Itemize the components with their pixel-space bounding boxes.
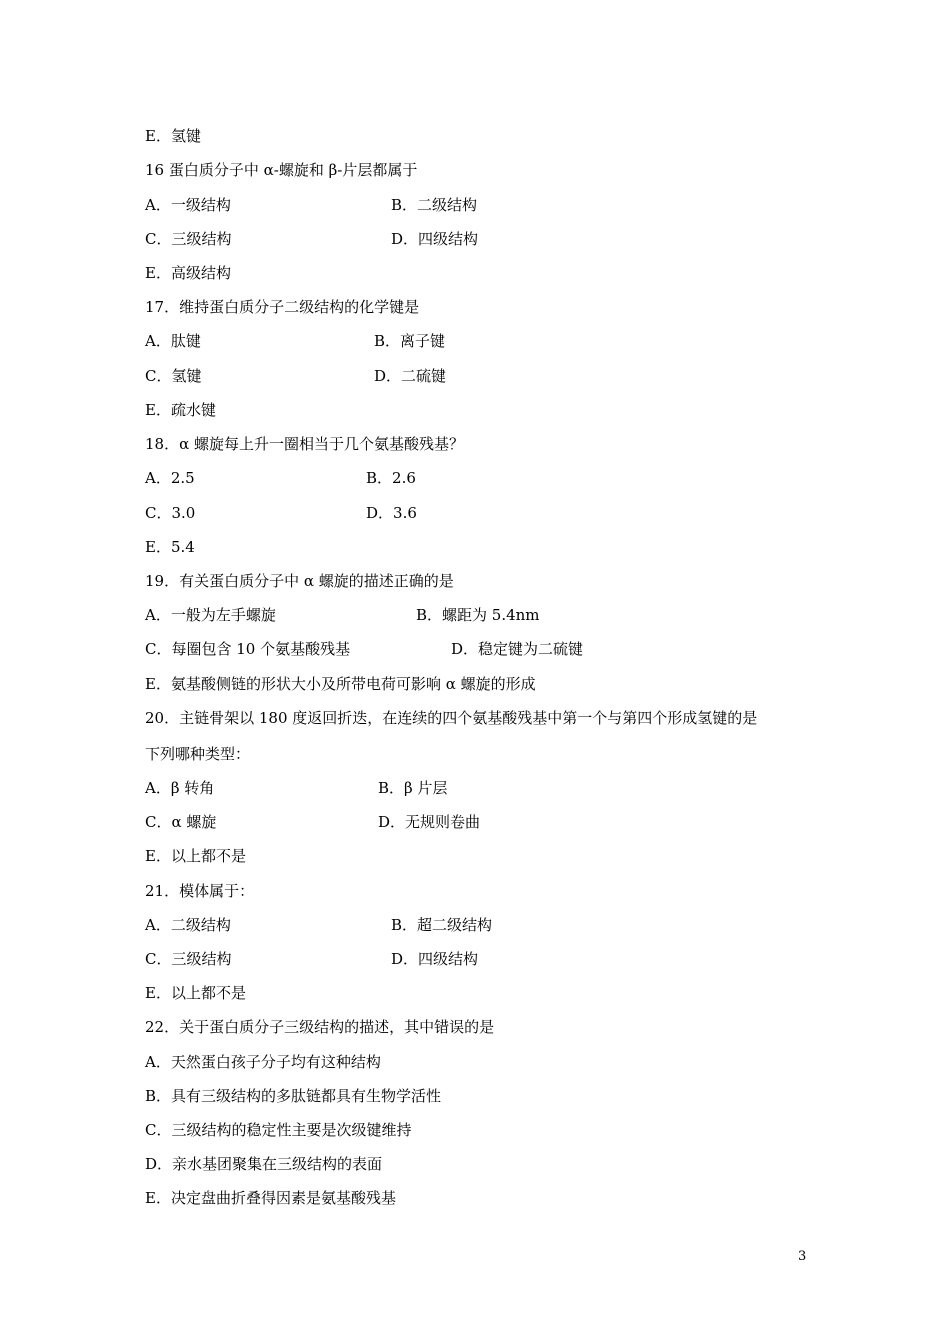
option-22-a: A．天然蛋白孩子分子均有这种结构 bbox=[145, 1053, 381, 1071]
option-18-e: E．5.4 bbox=[145, 538, 195, 556]
option-20-d: D．无规则卷曲 bbox=[378, 813, 481, 831]
option-21-d: D．四级结构 bbox=[391, 950, 479, 968]
option-16-e: E．高级结构 bbox=[145, 264, 231, 282]
option-19-b: B．螺距为 5.4nm bbox=[416, 606, 540, 624]
option-17-e: E．疏水键 bbox=[145, 401, 216, 419]
option-20-c: C．α 螺旋 bbox=[145, 813, 217, 831]
option-19-e: E．氨基酸侧链的形状大小及所带电荷可影响 α 螺旋的形成 bbox=[145, 675, 536, 693]
option-17-a: A．肽键 bbox=[145, 332, 201, 350]
question-21: 21．模体属于： bbox=[145, 882, 255, 900]
option-15-e: E．氢键 bbox=[145, 127, 201, 145]
option-19-a: A．一般为左手螺旋 bbox=[145, 606, 276, 624]
question-20: 20．主链骨架以 180 度返回折迭，在连续的四个氨基酸残基中第一个与第四个形成氢键的是 bbox=[145, 709, 758, 727]
option-17-c: C．氢键 bbox=[145, 367, 202, 385]
option-22-e: E．决定盘曲折叠得因素是氨基酸残基 bbox=[145, 1189, 396, 1207]
option-16-b: B．二级结构 bbox=[391, 196, 478, 214]
option-21-a: A．二级结构 bbox=[145, 916, 231, 934]
option-21-b: B．超二级结构 bbox=[391, 916, 493, 934]
option-20-b: B．β 片层 bbox=[378, 779, 448, 797]
question-19: 19．有关蛋白质分子中 α 螺旋的描述正确的是 bbox=[145, 572, 454, 590]
option-16-a: A．一级结构 bbox=[145, 196, 231, 214]
option-18-b: B．2.6 bbox=[366, 469, 416, 487]
option-17-b: B．离子键 bbox=[374, 332, 446, 350]
option-19-c: C．每圈包含 10 个氨基酸残基 bbox=[145, 640, 351, 658]
option-16-c: C．三级结构 bbox=[145, 230, 232, 248]
option-19-d: D．稳定键为二硫键 bbox=[451, 640, 584, 658]
question-17: 17．维持蛋白质分子二级结构的化学键是 bbox=[145, 298, 420, 316]
question-22: 22．关于蛋白质分子三级结构的描述，其中错误的是 bbox=[145, 1018, 495, 1036]
page-number: 3 bbox=[798, 1249, 807, 1264]
option-18-d: D．3.6 bbox=[366, 504, 417, 522]
question-18: 18．α 螺旋每上升一圈相当于几个氨基酸残基？ bbox=[145, 435, 464, 453]
option-20-a: A．β 转角 bbox=[145, 779, 215, 797]
option-20-e: E．以上都不是 bbox=[145, 847, 246, 865]
question-20-continued: 下列哪种类型： bbox=[145, 745, 251, 763]
option-21-e: E．以上都不是 bbox=[145, 984, 246, 1002]
option-17-d: D．二硫键 bbox=[374, 367, 447, 385]
question-16: 16 蛋白质分子中 α-螺旋和 β-片层都属于 bbox=[145, 161, 418, 179]
option-18-a: A．2.5 bbox=[145, 469, 195, 487]
option-21-c: C．三级结构 bbox=[145, 950, 232, 968]
option-22-b: B．具有三级结构的多肽链都具有生物学活性 bbox=[145, 1087, 442, 1105]
option-18-c: C．3.0 bbox=[145, 504, 196, 522]
option-22-d: D．亲水基团聚集在三级结构的表面 bbox=[145, 1155, 383, 1173]
option-16-d: D．四级结构 bbox=[391, 230, 479, 248]
option-22-c: C．三级结构的稳定性主要是次级键维持 bbox=[145, 1121, 412, 1139]
